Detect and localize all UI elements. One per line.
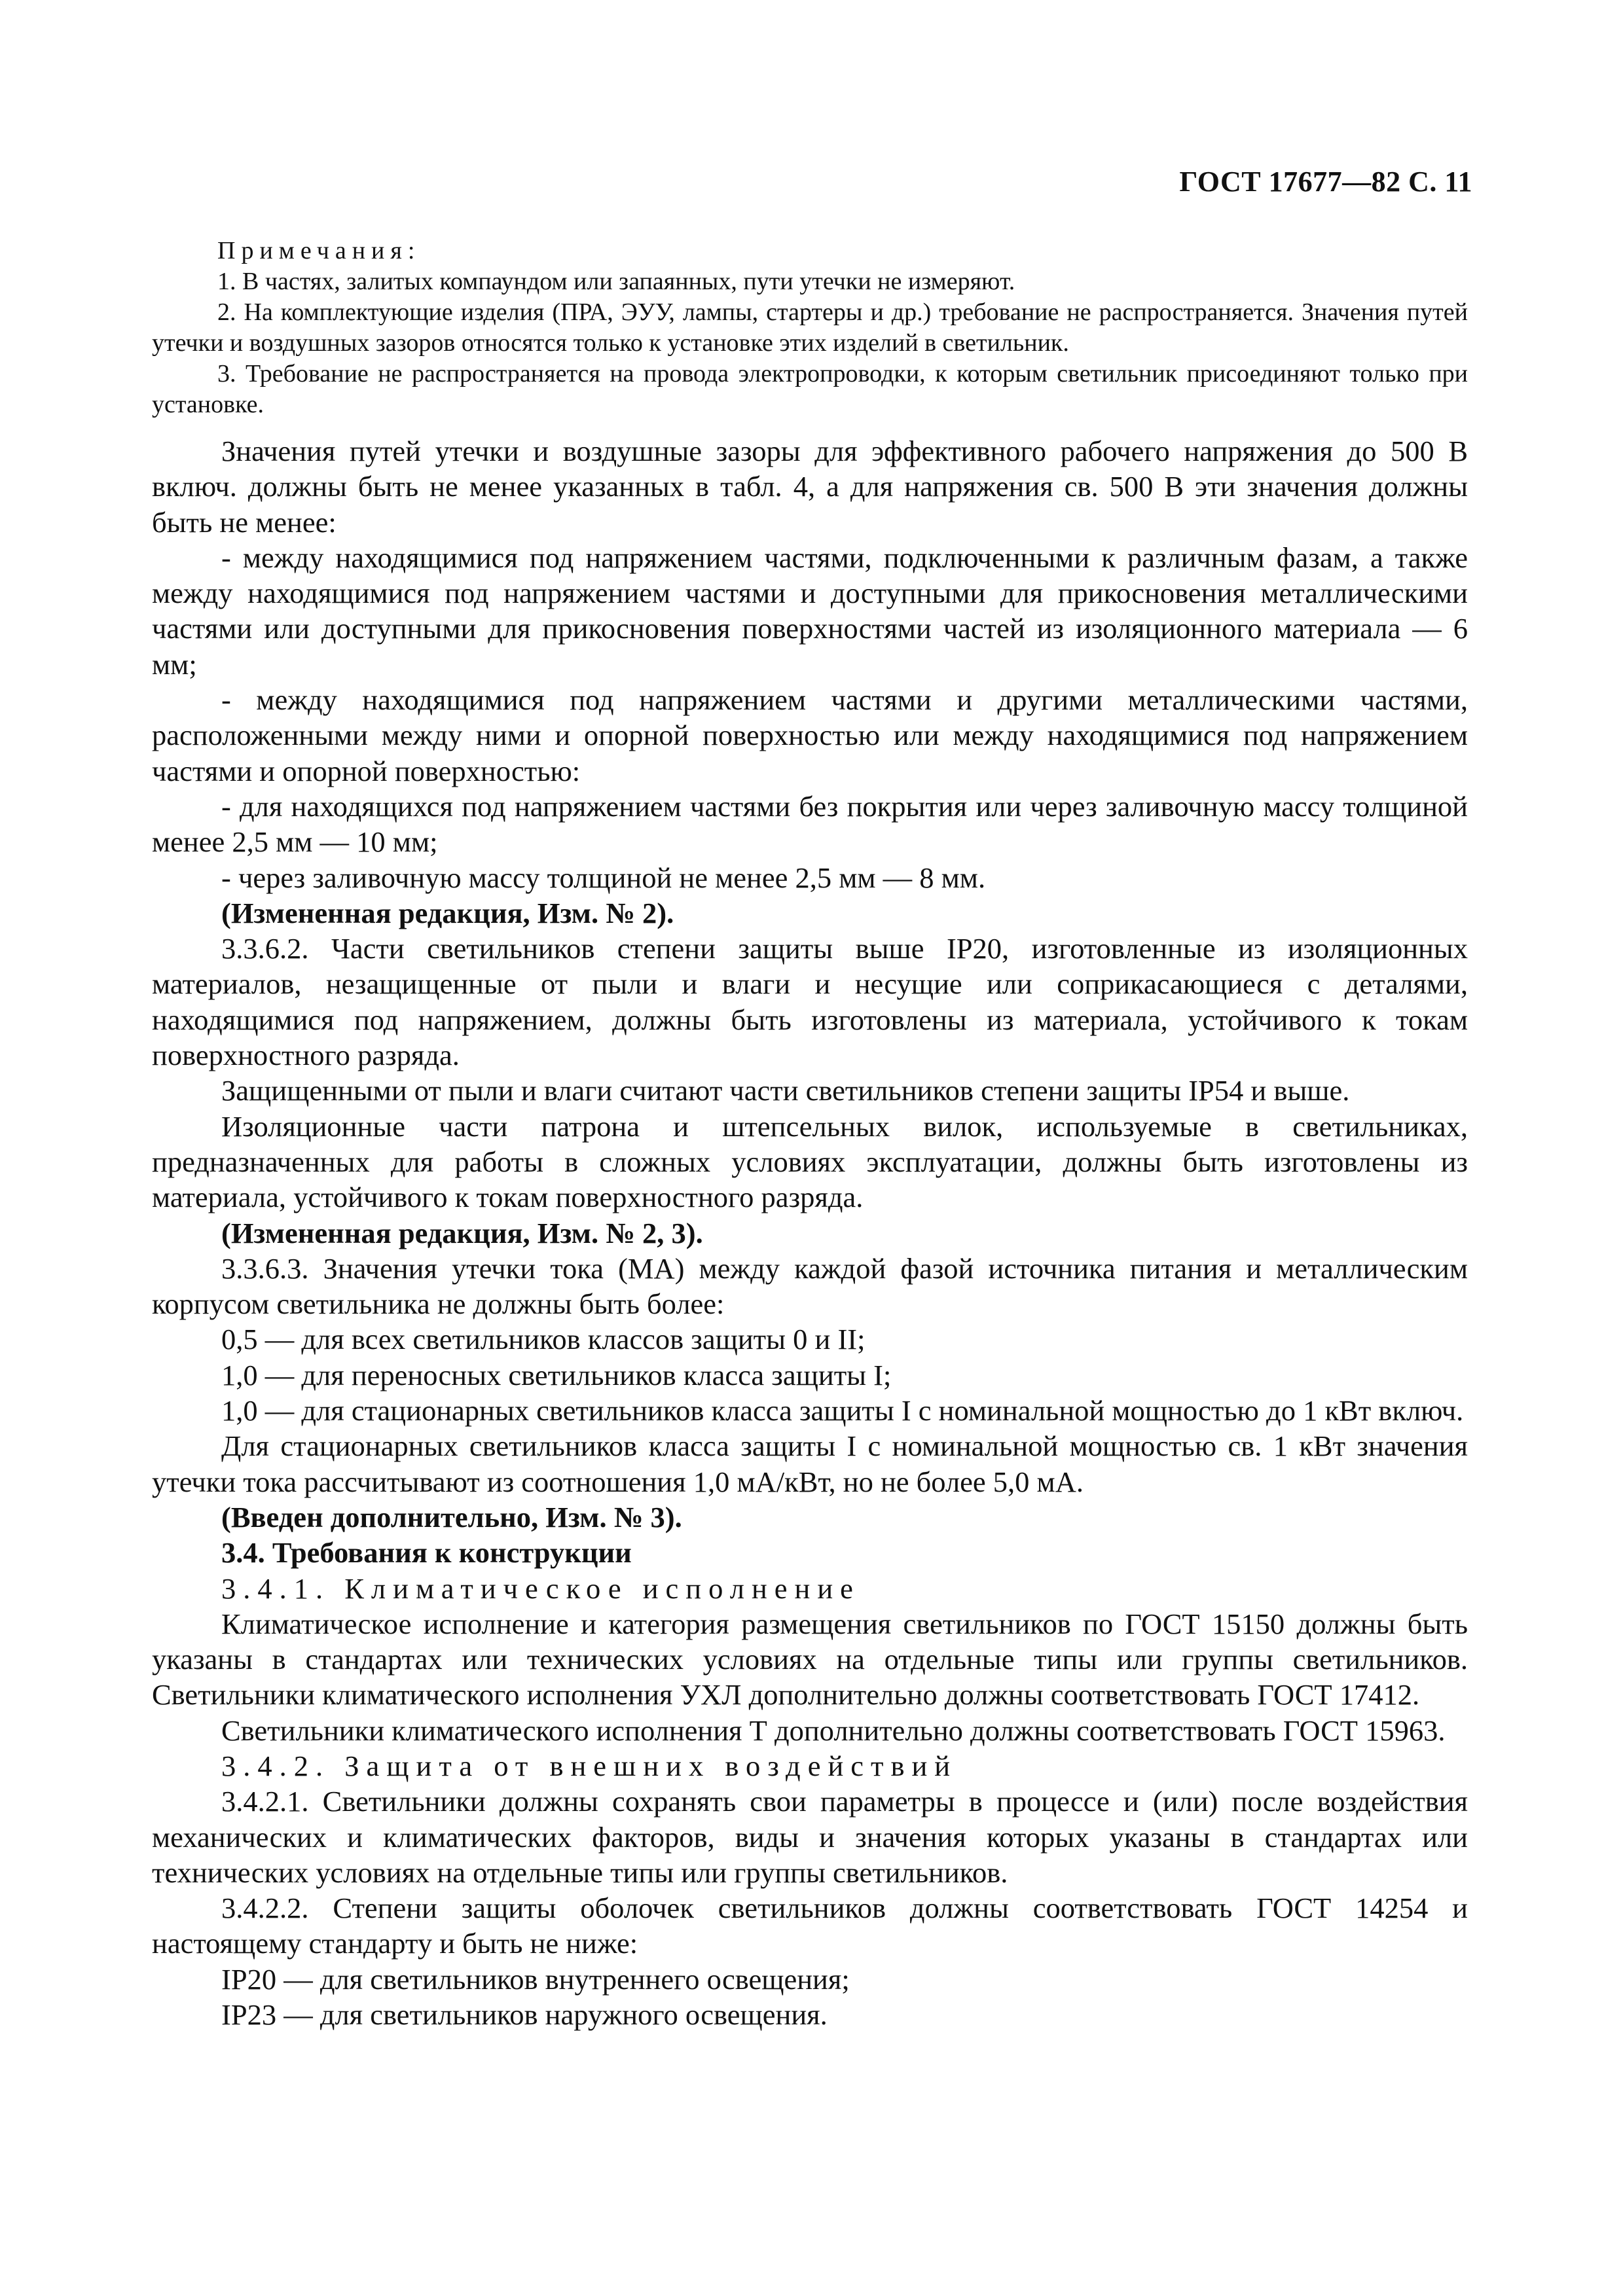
paragraph: - через заливочную массу толщиной не менее 2,5 мм — 8 мм. xyxy=(221,861,986,894)
section-heading: 3.4. Требования к конструкции xyxy=(221,1536,632,1570)
paragraph: 0,5 — для всех светильников классов защиты 0 и II; xyxy=(221,1323,866,1356)
paragraph: 3.3.6.3. Значения утечки тока (МА) между каждой фазой источника питания и металлическим корпусом светильника не должны быть более: xyxy=(152,1251,1468,1321)
paragraph: - между находящимися под напряжением частями и другими металлическими частями, расположенными между ними и опорной поверхностью или между находящимися под напряжением частями и опорной поверхностью: xyxy=(152,683,1468,787)
subsection-heading: 3.4.1. Климатическое исполнение xyxy=(221,1571,860,1605)
paragraph: Защищенными от пыли и влаги считают части светильников степени защиты IP54 и выше. xyxy=(221,1074,1350,1107)
paragraph: Климатическое исполнение и категория размещения светильников по ГОСТ 15150 должны быть указаны в стандартах или технических условиях на отдельные типы или группы светильников. Светильники климатического исполнения УХЛ дополнительно должны соответствовать ГОСТ 17412. xyxy=(152,1607,1468,1712)
paragraph: 3.4.2.2. Степени защиты оболочек светильников должны соответствовать ГОСТ 14254 и настоящему стандарту и быть не ниже: xyxy=(152,1892,1468,1960)
paragraph: Для стационарных светильников класса защиты I с номинальной мощностью св. 1 кВт значения утечки тока рассчитывают из соотношения 1,0 мА/кВт, но не более 5,0 мА. xyxy=(152,1429,1468,1498)
paragraph: Светильники климатического исполнения Т дополнительно должны соответствовать ГОСТ 15963. xyxy=(221,1713,1446,1747)
paragraph: - между находящимися под напряжением частями, подключенными к различным фазам, а также между находящимися под напряжением частями и доступными для прикосновения металлическими частями или доступными для прикосновения поверхностями частей из изоляционного материала — 6 мм; xyxy=(152,541,1468,681)
amendment-note: (Введен дополнительно, Изм. № 3). xyxy=(221,1500,682,1534)
paragraph: Изоляционные части патрона и штепсельных вилок, используемые в светильниках, предназначенных для работы в сложных условиях эксплуатации, должны быть изготовлены из материала, устойчивого к токам поверхностного разряда. xyxy=(152,1109,1468,1214)
note-item: 3. Требование не распространяется на провода электропроводки, к которым светильник присоединяют только при установке. xyxy=(152,360,1468,418)
paragraph: IP23 — для светильников наружного освещения. xyxy=(221,1998,828,2032)
notes-block xyxy=(152,236,1468,420)
paragraph: IP20 — для светильников внутреннего освещения; xyxy=(221,1962,850,1996)
paragraph: - для находящихся под напряжением частями без покрытия или через заливочную массу толщиной менее 2,5 мм — 10 мм; xyxy=(152,789,1468,859)
amendment-note: (Измененная редакция, Изм. № 2, 3). xyxy=(221,1216,703,1249)
subsection-heading: 3.4.2. Защита от внешних воздействий xyxy=(221,1749,958,1782)
page-header: ГОСТ 17677—82 С. 11 xyxy=(1179,166,1472,198)
paragraph: 1,0 — для переносных светильников класса защиты I; xyxy=(221,1358,892,1391)
notes-title: Примечания: xyxy=(217,237,421,264)
amendment-note: (Измененная редакция, Изм. № 2). xyxy=(221,896,674,929)
note-item: 1. В частях, залитых компаундом или запаянных, пути утечки не измеряют. xyxy=(217,268,1015,295)
paragraph: 3.3.6.2. Части светильников степени защиты выше IP20, изготовленные из изоляционных материалов, незащищенные от пыли и влаги и несущие или соприкасающиеся с деталями, находящимися под напряжением, должны быть изготовлены из материала, устойчивого к токам поверхностного разряда. xyxy=(152,932,1468,1072)
main-text xyxy=(152,433,1468,2032)
paragraph: Значения путей утечки и воздушные зазоры для эффективного рабочего напряжения до 500 В включ. должны быть не менее указанных в табл. 4, а для напряжения св. 500 В эти значения должны быть не менее: xyxy=(152,435,1468,539)
paragraph: 1,0 — для стационарных светильников класса защиты I с номинальной мощностью до 1 кВт включ. xyxy=(221,1394,1464,1427)
paragraph: 3.4.2.1. Светильники должны сохранять свои параметры в процессе и (или) после воздействия механических и климатических факторов, виды и значения которых указаны в стандартах или технических условиях на отдельные типы или группы светильников. xyxy=(152,1785,1468,1889)
note-item: 2. На комплектующие изделия (ПРА, ЭУУ, лампы, стартеры и др.) требование не распространяется. Значения путей утечки и воздушных зазоров относятся только к установке этих изделий в светильник. xyxy=(152,298,1468,357)
